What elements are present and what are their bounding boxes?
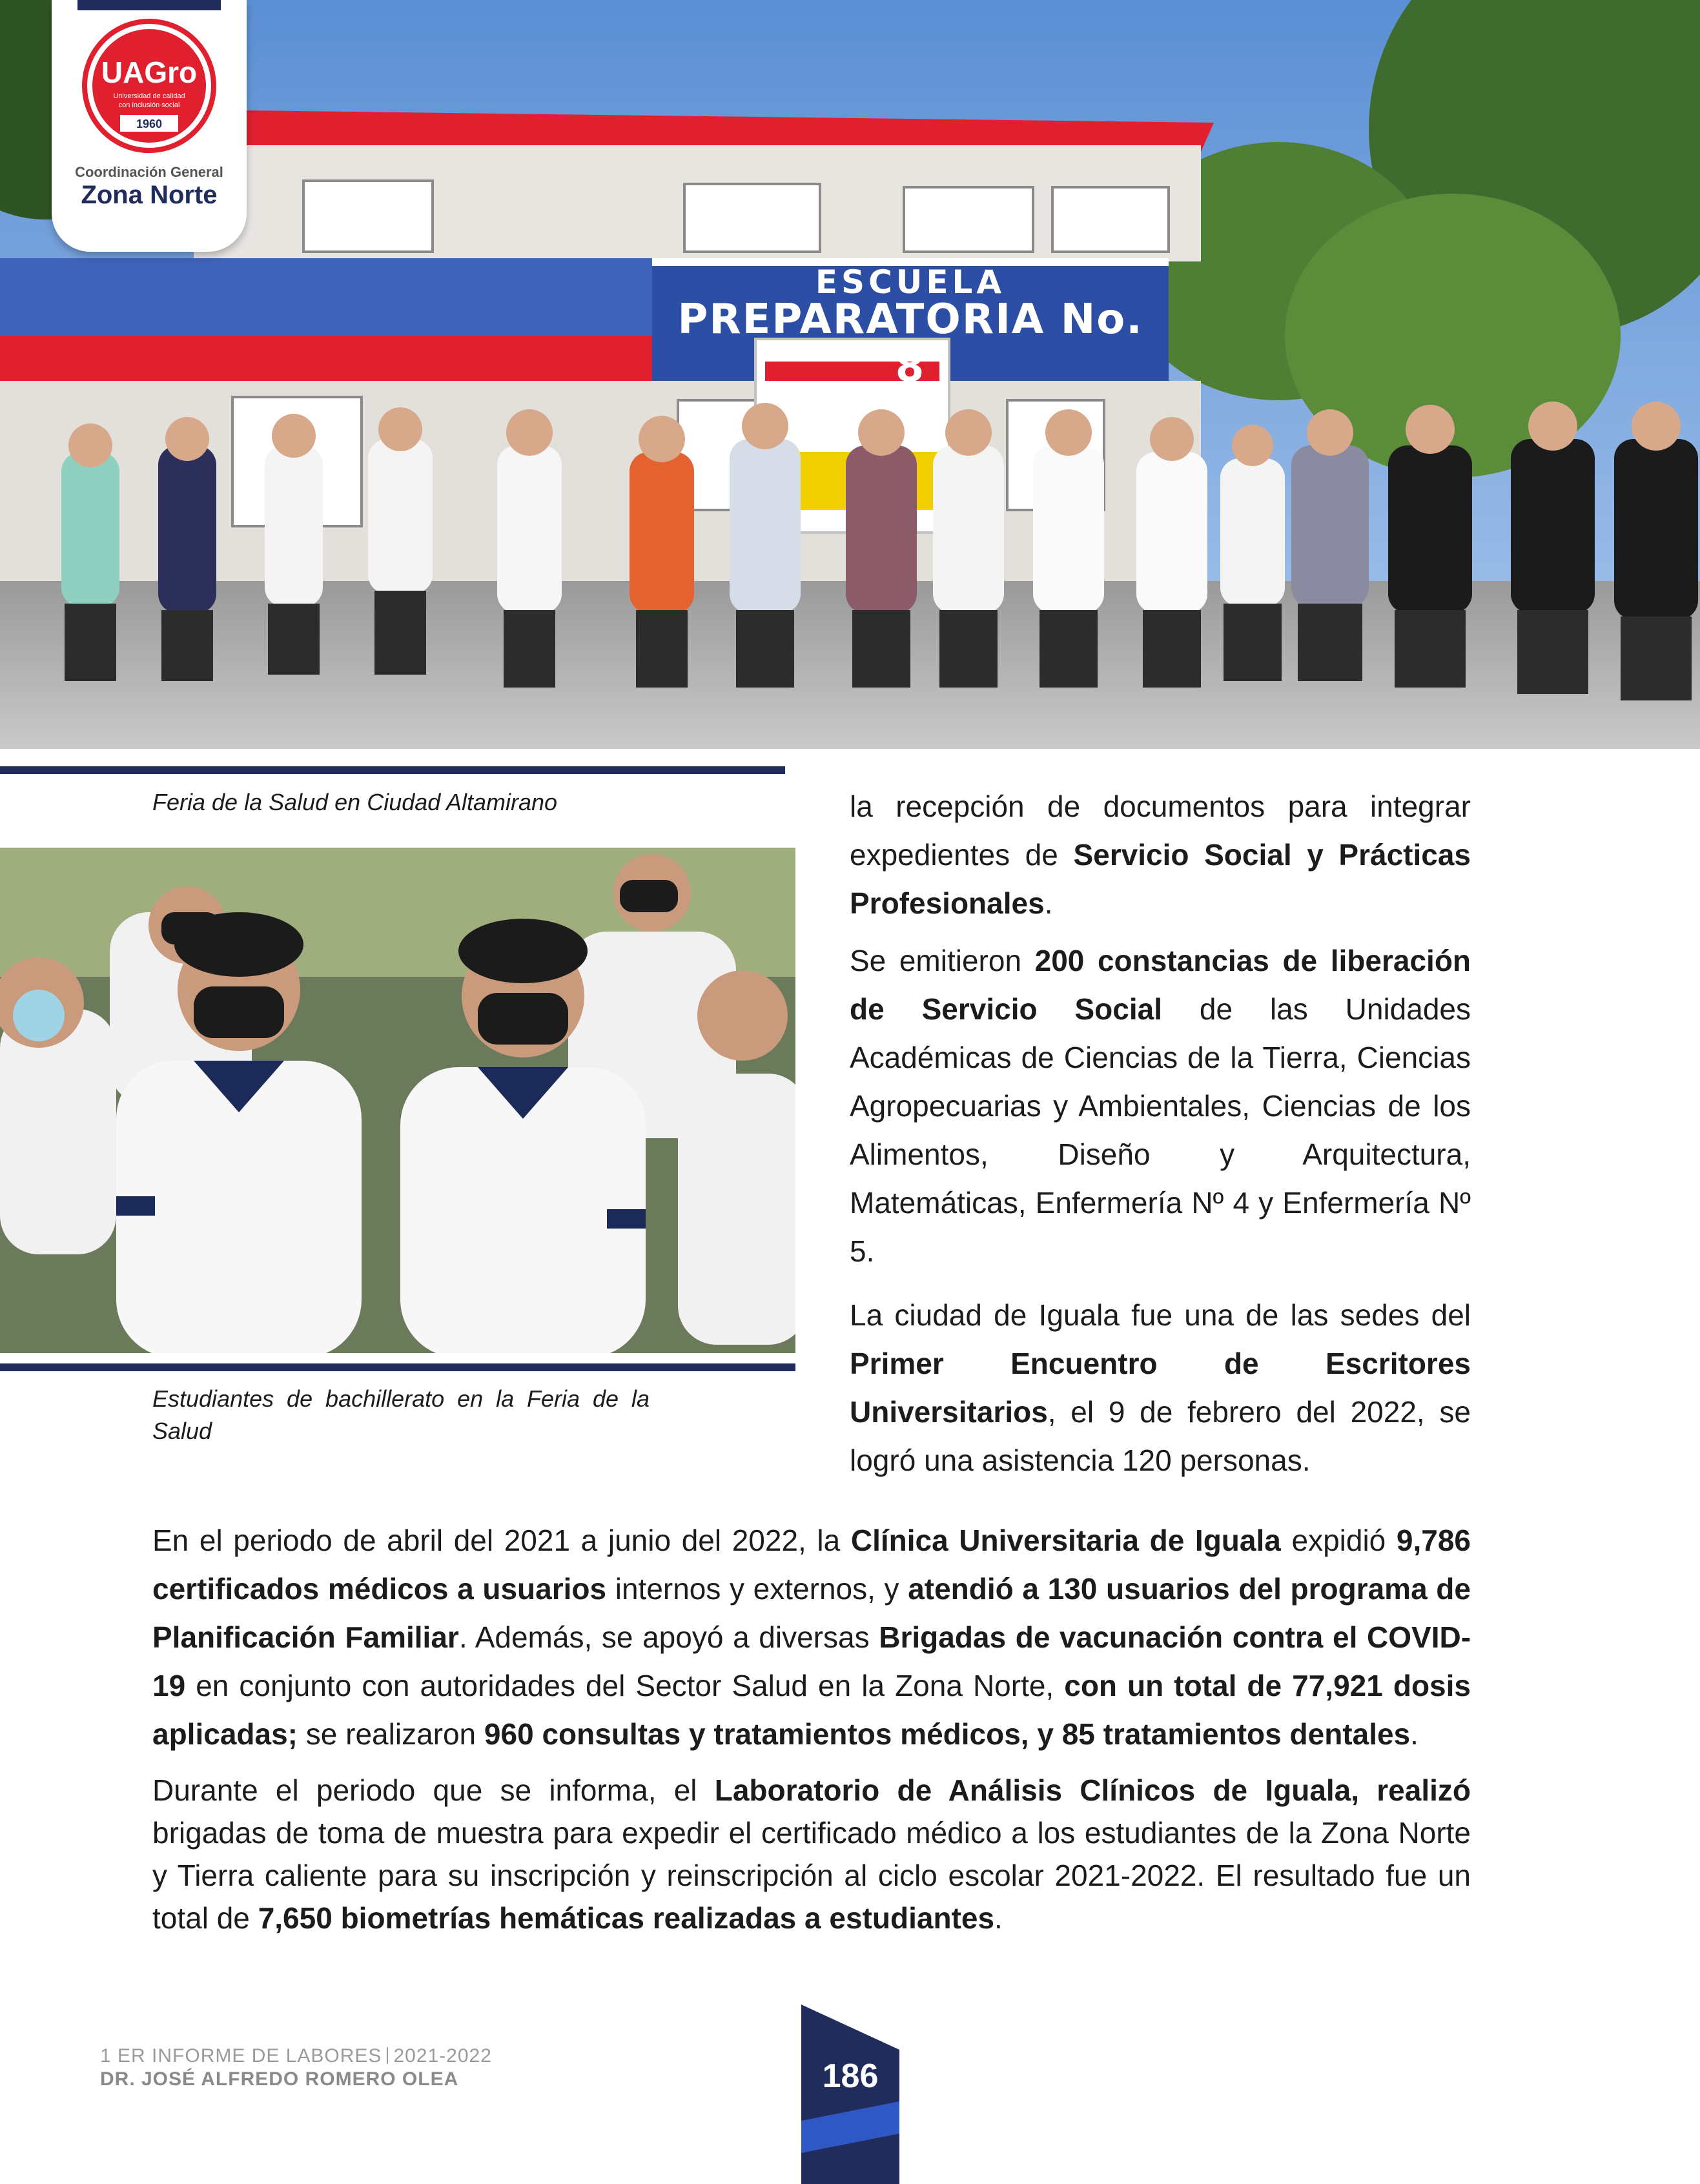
- text-segment: . Además, se apoyó a diversas: [458, 1620, 879, 1654]
- text-segment-bold: 200 constancias de liberación de Servicio Social: [850, 944, 1471, 1026]
- students-caption: Estudiantes de bachillerato en la Feria de la Salud: [152, 1385, 650, 1444]
- logo-org-line1: Coordinación General: [75, 164, 223, 180]
- school-sign-line1: ESCUELA: [815, 263, 1006, 301]
- hero-photo: [0, 0, 1700, 749]
- paragraph-constancias: [850, 937, 1471, 1276]
- paragraph-laboratorio: [152, 1769, 1471, 1939]
- footer-author: DR. JOSÉ ALFREDO ROMERO OLEA: [100, 2068, 459, 2090]
- logo-seal-text-2: con inclusión social: [118, 101, 180, 109]
- divider-rule-bottom: [0, 1363, 795, 1371]
- footer-report-title: [100, 2045, 492, 2067]
- text-segment: La ciudad de Iguala fue una de las sedes del: [850, 1298, 1471, 1332]
- divider-rule-top: [0, 766, 785, 774]
- text-segment: de las Unidades Académicas de Ciencias de la Tierra, Ciencias Agropecuarias y Ambientales, Ciencias de los Alimentos, Diseño y Arquitectura, Matemáticas, Enfermería Nº 4 y Enfermería Nº 5.: [850, 992, 1471, 1268]
- text-segment-bold: Brigadas de vacunación contra el COVID-19: [152, 1620, 1471, 1702]
- school-sign-line2: PREPARATORIA No. 8: [677, 296, 1143, 391]
- logo-seal-text-1: Universidad de calidad: [113, 92, 185, 100]
- text-segment: Se emitieron: [850, 944, 1035, 977]
- text-segment-bold: con un total de 77,921 dosis aplicadas;: [152, 1669, 1471, 1751]
- logo-top-bar: [77, 0, 221, 10]
- text-segment-bold: atendió a 130 usuarios del programa de Planificación Familiar: [152, 1572, 1471, 1654]
- text-segment: la recepción de documentos para integrar expedientes de: [850, 790, 1471, 872]
- logo-year: 1960: [136, 117, 163, 130]
- paragraph-servicio-social: [850, 782, 1471, 928]
- logo-org-line2: Zona Norte: [81, 181, 218, 209]
- footer-separator: [387, 2047, 388, 2064]
- page-number: 186: [822, 2057, 879, 2095]
- paragraph-escritores: [850, 1291, 1471, 1485]
- text-segment: internos y externos, y: [606, 1572, 908, 1606]
- text-segment: .: [1044, 886, 1053, 920]
- text-segment-bold: 960 consultas y tratamientos médicos, y 85 tratamientos dentales: [484, 1717, 1411, 1751]
- text-segment: .: [994, 1901, 1003, 1935]
- uagro-logo-badge: [52, 0, 247, 252]
- text-segment: Durante el periodo que se informa, el: [152, 1773, 715, 1807]
- text-segment: se realizaron: [298, 1717, 484, 1751]
- footer-period: 2021-2022: [393, 2045, 492, 2067]
- hero-caption: Feria de la Salud en Ciudad Altamirano: [152, 789, 558, 815]
- uagro-seal-icon: [81, 18, 217, 154]
- text-segment-bold: Primer Encuentro de Escritores Universitarios: [850, 1347, 1471, 1429]
- text-segment-bold: 9,786 certificados médicos a usuarios: [152, 1524, 1471, 1606]
- logo-brand: UAGro: [101, 56, 198, 89]
- paragraph-clinica: [152, 1516, 1471, 1759]
- text-segment: en conjunto con autoridades del Sector Salud en la Zona Norte,: [185, 1669, 1065, 1702]
- students-photo-illustration: [0, 848, 795, 1353]
- text-segment: .: [1410, 1717, 1418, 1751]
- text-segment: expidió: [1280, 1524, 1397, 1557]
- students-photo: [0, 848, 795, 1353]
- text-segment-bold: Laboratorio de Análisis Clínicos de Iguala, realizó: [714, 1773, 1471, 1807]
- text-segment-bold: Clínica Universitaria de Iguala: [850, 1524, 1281, 1557]
- text-segment-bold: 7,650 biometrías hemáticas realizadas a estudiantes: [258, 1901, 995, 1935]
- text-segment-bold: Servicio Social y Prácticas Profesionales: [850, 838, 1471, 920]
- text-segment: brigadas de toma de muestra para expedir el certificado médico a los estudiantes de la Zona Norte y Tierra caliente para su inscripción y reinscripción al ciclo escolar 2021-2022. El resultado fue un total de: [152, 1816, 1471, 1935]
- text-segment: En el periodo de abril del 2021 a junio del 2022, la: [152, 1524, 851, 1557]
- text-segment: , el 9 de febrero del 2022, se logró una asistencia 120 personas.: [850, 1395, 1471, 1477]
- footer-report: 1 ER INFORME DE LABORES: [100, 2045, 382, 2067]
